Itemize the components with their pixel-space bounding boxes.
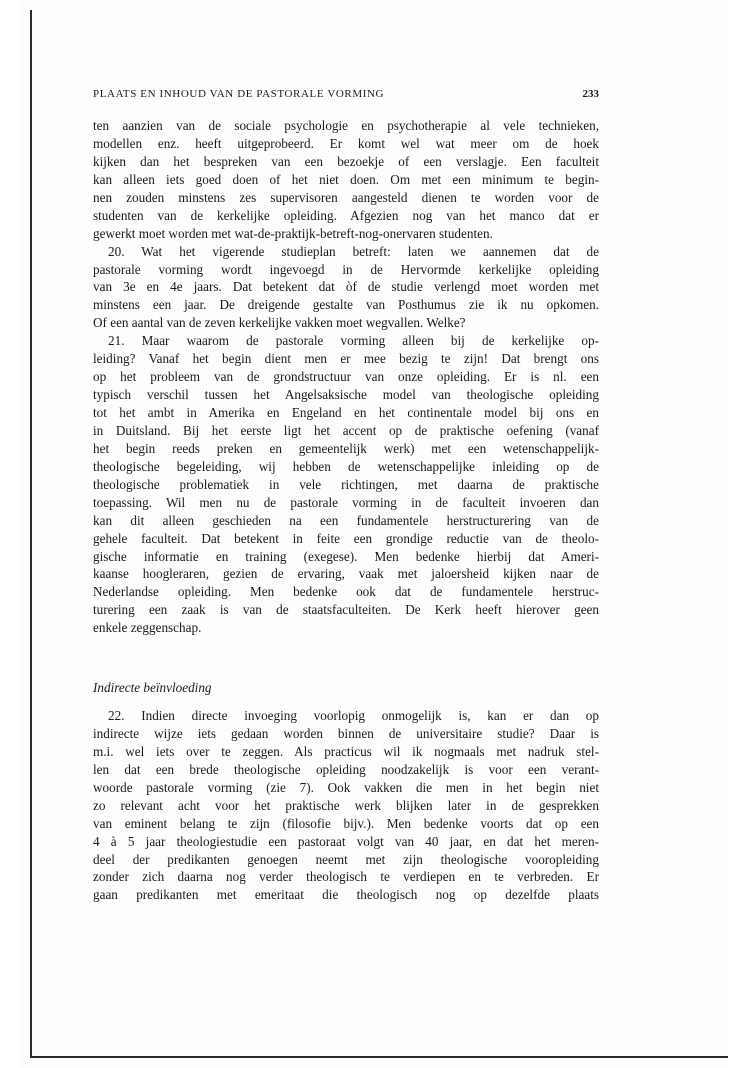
text-line: theologische problematiek in vele richtingen, met daarna de praktische <box>93 476 599 492</box>
text-line: typisch verschil tussen het Angelsaksische model van theologische opleiding <box>93 387 599 403</box>
text-line: Nederlandse opleiding. Men bedenke ook dat de fundamentele herstruc- <box>93 584 599 600</box>
text-line: theologische begeleiding, wij hebben de wetenschappelijke inleiding op de <box>93 458 599 474</box>
section-heading: Indirecte beïnvloeding <box>93 680 212 695</box>
running-head <box>93 88 599 104</box>
text-line: gewerkt moet worden met wat-de-praktijk-betreft-nog-onervaren studenten. <box>93 225 493 241</box>
text-line: ten aanzien van de sociale psychologie en psychotherapie al vele technieken, <box>93 118 599 133</box>
paragraph-21-start: 21. Maar waarom de pastorale vorming alleen bij de kerkelijke op- <box>108 333 599 349</box>
text-line: van eminent belang te zijn (filosofie bijv.). Men bedenke voorts dat op een <box>93 815 599 831</box>
text-line: leiding? Vanaf het begin dient men er mee bezig te zijn! Dat brengt ons <box>93 351 599 367</box>
text-line: studenten van de kerkelijke opleiding. Afgezien nog van het manco dat er <box>93 207 599 223</box>
text-line: kijken dan het bespreken van een bezoekje of een verslagje. Een faculteit <box>93 153 599 169</box>
text-line: indirecte wijze iets gedaan worden binnen de universitaire studie? Daar is <box>93 725 599 741</box>
text-line: 4 à 5 jaar theologiestudie een pastoraat volgt van 40 jaar, en dat het meren- <box>93 833 599 849</box>
page-number: 233 <box>582 88 599 100</box>
body-text-top <box>93 117 599 637</box>
text-line: het begin reeds preken en gemeentelijk werk) met een wetenschappelijk- <box>93 440 599 456</box>
text-line: pastorale vorming wordt ingevoegd in de Hervormde kerkelijke opleiding <box>93 261 599 277</box>
text-line: m.i. wel iets over te zeggen. Als practicus wil ik nogmaals met nadruk stel- <box>93 743 599 759</box>
binding-shadow-left <box>30 10 32 1058</box>
text-line: gaan predikanten met emeritaat die theologisch nog op dezelfde plaats <box>93 887 599 903</box>
text-line: op het probleem van de grondstructuur van onze opleiding. Er is nl. een <box>93 369 599 385</box>
text-line: len dat een brede theologische opleiding noodzakelijk is voor een verant- <box>93 761 599 777</box>
text-line: gehele faculteit. Dat betekent in feite een grondige reductie van de theolo- <box>93 530 599 546</box>
text-line: nen zouden minstens zes supervisoren aangesteld dienen te worden voor de <box>93 189 599 205</box>
text-line: Of een aantal van de zeven kerkelijke vakken moet wegvallen. Welke? <box>93 315 466 331</box>
text-line: van 3e en 4e jaars. Dat betekent dat òf de studie verlengd moet worden met <box>93 279 599 295</box>
text-line: woorde pastorale vorming (zie 7). Ook vakken die men in het begin niet <box>93 779 599 795</box>
paragraph-22-start: 22. Indien directe invoeging voorlopig onmogelijk is, kan er dan op <box>108 708 599 723</box>
text-line: gische informatie en training (exegese). Men bedenke hierbij dat Ameri- <box>93 548 599 564</box>
body-text-bottom <box>93 707 599 904</box>
text-line: minstens een jaar. De dreigende gestalte van Posthumus zie ik nu opkomen. <box>93 297 599 313</box>
text-line: modellen enz. heeft uitgeprobeerd. Er komt wel wat meer om de hoek <box>93 135 599 151</box>
text-line: kan dit alleen geschieden na een fundamentele herstructurering van de <box>93 512 599 528</box>
text-line: tot het ambt in Amerika en Engeland en het continentale model bij ons en <box>93 405 599 420</box>
text-line: kaanse hoogleraren, gezien de ervaring, vaak met jaloersheid kijken naar de <box>93 566 599 582</box>
text-line: toepassing. Wil men nu de pastorale vorming in de faculteit invoeren dan <box>93 494 599 510</box>
text-line: turering een zaak is van de staatsfaculteiten. De Kerk heeft hierover geen <box>93 602 599 618</box>
text-line: zonder zich daarna nog verder theologisch te verdiepen en te verbreden. Er <box>93 869 599 885</box>
paragraph-20-start: 20. Wat het vigerende studieplan betreft: laten we aannemen dat de <box>108 243 599 259</box>
running-title: PLAATS EN INHOUD VAN DE PASTORALE VORMING <box>93 88 385 100</box>
text-line: deel der predikanten genoegen neemt met zijn theologische vooropleiding <box>93 851 599 867</box>
text-line: enkele zeggenschap. <box>93 620 202 636</box>
binding-shadow-bottom <box>30 1056 728 1058</box>
text-line: in Duitsland. Bij het eerste ligt het accent op de praktische oefening (vanaf <box>93 422 599 438</box>
text-line: kan alleen iets goed doen of het niet doen. Om met een minimum te begin- <box>93 171 599 187</box>
text-line: zo relevant acht voor het praktische werk blijken later in de gesprekken <box>93 797 599 813</box>
